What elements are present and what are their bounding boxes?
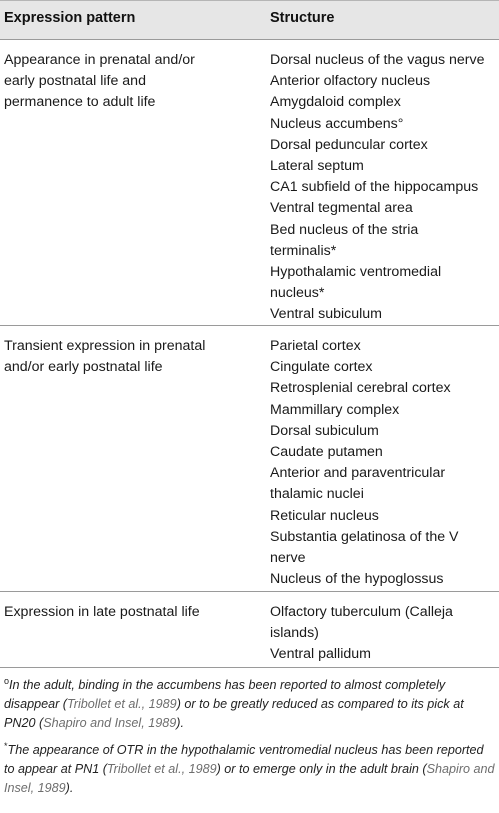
structure-item: Olfactory tuberculum (Calleja [270,604,453,620]
footnote-text: The appearance of OTR in the hypothalamic ventromedial nucleus has been reported to appear at PN1 ( [4,742,484,776]
structure-item: Bed nucleus of the stria [270,221,419,238]
structure-item: Amygdaloid complex [270,94,401,111]
structure-item: Parietal cortex [270,338,361,354]
structure-list [270,336,498,590]
pattern-line: Transient expression in prenatal [4,338,206,354]
structure-item: nucleus* [270,285,325,302]
expression-pattern-cell [4,336,259,378]
structure-item: terminalis* [270,242,337,259]
pattern-line: permanence to adult life [4,94,156,111]
structure-item: islands) [270,625,319,642]
expression-pattern-cell [4,602,259,623]
structure-item: Caudate putamen [270,444,383,461]
footnote-ventromedial [4,741,496,799]
table-footnotes [4,676,496,805]
table-row [0,592,499,668]
pattern-line: and/or early postnatal life [4,359,163,376]
structure-list [270,602,498,666]
structure-item: Retrosplenial cerebral cortex [270,380,451,397]
footnote-text: ) or to emerge only in the adult brain ( [216,761,427,776]
pattern-line: Expression in late postnatal life [4,604,200,620]
footnote-mark: o [4,675,10,686]
citation-link[interactable]: Tribollet et al., 1989 [67,697,177,712]
pattern-line: early postnatal life and [4,73,146,90]
footnote-accumbens [4,676,496,734]
structure-list [270,50,498,326]
citation-link[interactable]: Tribollet et al., 1989 [106,761,217,776]
footnote-text: ). [176,716,184,731]
structure-item: Nucleus of the hypoglossus [270,571,444,588]
structure-item: Nucleus accumbens° [270,115,404,132]
structure-item: Anterior and paraventricular [270,465,446,482]
table-row [0,40,499,326]
table-header [0,0,499,40]
structure-item: Ventral tegmental area [270,200,413,217]
structure-item: Hypothalamic ventromedial [270,264,442,281]
footnote-text: ) or to be greatly reduced as compared to its pick at PN20 ( [4,697,464,731]
structure-item: Lateral septum [270,158,364,175]
expression-pattern-cell [4,50,259,114]
footnote-text: ). [65,781,74,796]
header-structure: Structure [270,10,335,26]
structure-item: Reticular nucleus [270,507,379,524]
structure-item: Ventral pallidum [270,646,371,663]
table-row [0,326,499,592]
header-expression-pattern: Expression pattern [4,10,136,26]
structure-item: Cingulate cortex [270,359,373,376]
pattern-line: Appearance in prenatal and/or [4,52,195,68]
structure-item: CA1 subfield of the hippocampus [270,179,479,196]
structure-item: Anterior olfactory nucleus [270,73,431,90]
structure-item: Dorsal peduncular cortex [270,136,428,153]
citation-link[interactable]: Shapiro and Insel, 1989 [4,761,495,796]
structure-item: Substantia gelatinosa of the V [270,528,459,545]
structure-item: Dorsal subiculum [270,422,379,439]
footnote-text: In the adult, binding in the accumbens has been reported to almost completely disappear ( [4,678,446,712]
structure-item: Mammillary complex [270,401,400,418]
structure-item: Dorsal nucleus of the vagus nerve [270,52,485,68]
citation-link[interactable]: Shapiro and Insel, 1989 [43,716,177,731]
structure-item: thalamic nuclei [270,486,364,503]
structure-item: Ventral subiculum [270,306,382,323]
footnote-mark: * [4,740,8,751]
structure-item: nerve [270,550,306,567]
